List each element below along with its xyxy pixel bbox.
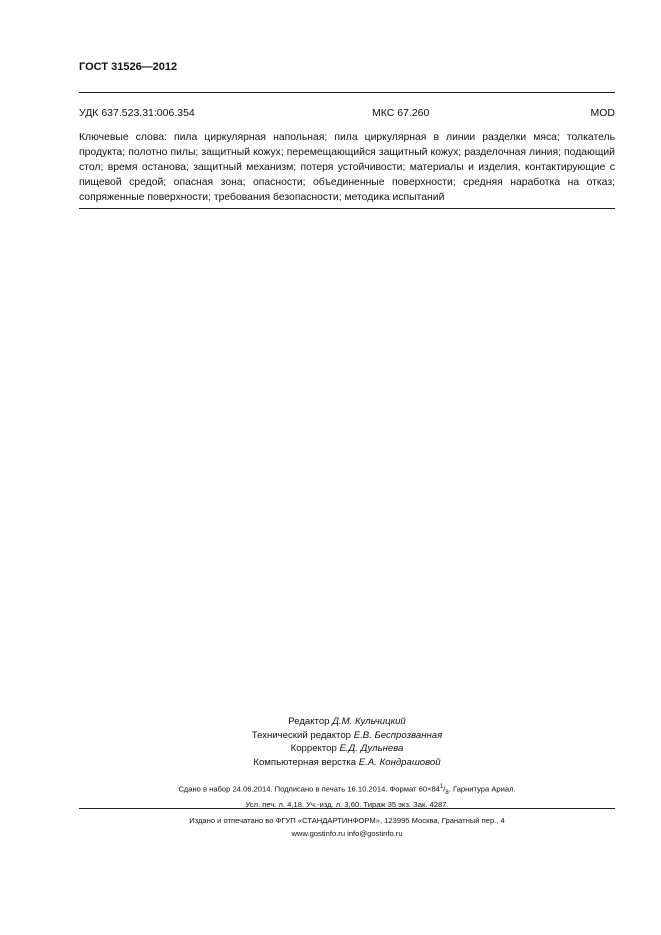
- credit-corrector: [79, 742, 615, 756]
- print-info-line-1: Сдано в набор 24.06.2014. Подписано в печать 16.10.2014. Формат $60\times 84^1/_8$. Гарнитура Ариал.: [178, 784, 516, 797]
- format-numerator: 1: [439, 784, 444, 790]
- credit-role: Технический редактор: [251, 729, 352, 741]
- print-info-text: Сдано в набор 24.06.2014. Подписано в печать 16.10.2014. Формат 60×84: [178, 784, 440, 794]
- print-info-text: . Гарнитура Ариал.: [448, 784, 516, 794]
- udk-code: УДК 637.523.31:006.354: [79, 107, 195, 119]
- format-denominator: 8: [445, 790, 449, 797]
- credit-name: Е.В. Беспрозванная: [353, 729, 443, 741]
- credit-role: Редактор: [288, 716, 330, 727]
- publisher-address: Издано и отпечатано во ФГУП «СТАНДАРТИНФОРМ», 123995 Москва, Гранатный пер., 4: [189, 816, 505, 825]
- credit-role: Корректор: [290, 743, 337, 755]
- keywords-text: пила циркулярная напольная; пила циркулярная в линии разделки мяса; толкатель продукта; полотно пилы; защитный кожух; перемещающийся защитный кожух; разделочная линия; подающий стол; время останова; защитный механизм; потеря устойчивости; материалы и изделия, контактирующие с пищевой средой; опасная зона; опасности; объединенные поверхности; средняя наработка на отказ; сопряженные поверхности; требования безопасности; методика испытаний: [79, 132, 615, 204]
- document-code: ГОСТ 31526—2012: [79, 61, 178, 73]
- credit-tech-editor: [79, 729, 615, 743]
- publisher-web: www.gostinfo.ru info@gostinfo.ru: [291, 828, 403, 838]
- credit-name: Е.А. Кондрашовой: [358, 756, 441, 768]
- print-info-line-2: Усл. печ. л. 4,18. Уч.-изд. л. 3,60. Тираж 35 экз. Зак. 4287.: [245, 800, 449, 810]
- mod-label: MOD: [590, 107, 615, 119]
- credit-name: Д.М. Кульчицкий: [332, 716, 406, 727]
- keywords-label: Ключевые слова:: [79, 132, 167, 143]
- credit-name: Е.Д. Дульнева: [339, 743, 404, 755]
- credits-block: [79, 715, 615, 769]
- credit-layout: [79, 756, 615, 770]
- publisher-divider: [79, 808, 615, 809]
- publisher-block: [79, 815, 615, 840]
- mks-code: МКС 67.260: [372, 107, 430, 119]
- credit-role: Компьютерная верстка: [253, 756, 357, 768]
- credit-editor: [79, 715, 615, 729]
- keywords-divider: [79, 208, 615, 209]
- keywords-paragraph: [79, 130, 615, 205]
- top-divider: [79, 92, 615, 93]
